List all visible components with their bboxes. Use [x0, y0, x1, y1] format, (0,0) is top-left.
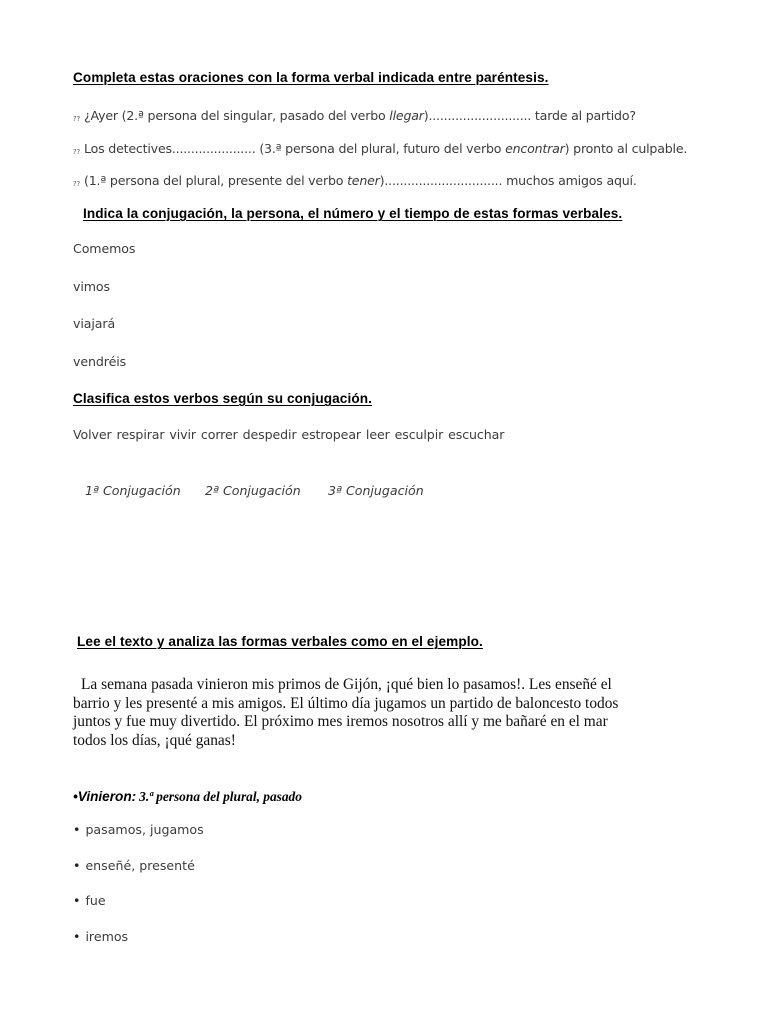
bullet: • — [73, 858, 81, 873]
list-marker: ?? — [73, 180, 81, 188]
bullet: • — [73, 822, 81, 837]
sentence-3-pre: (1.ª persona del plural, presente del verbo — [84, 173, 348, 188]
analysis-item — [73, 858, 195, 873]
bullet: • — [73, 929, 81, 944]
column-header-3: 3ª Conjugación — [328, 483, 424, 498]
sentence-3-verb: tener — [347, 173, 380, 188]
verb-list: Volver respirar vivir correr despedir estropear leer esculpir escuchar — [73, 427, 505, 442]
analysis-item-text: enseñé, presenté — [85, 858, 195, 873]
example-description: 3.ª persona del plural, pasado — [139, 789, 302, 804]
example-term: Vinieron: — [77, 789, 137, 804]
section4-heading: Lee el texto y analiza las formas verbales como en el ejemplo. — [77, 634, 483, 649]
passage-line: barrio y les presenté a mis amigos. El último día jugamos un partido de baloncesto todos — [73, 694, 619, 712]
sentence-1-pre: ¿Ayer (2.ª persona del singular, pasado del verbo — [84, 108, 390, 123]
verb-form-item: vendréis — [73, 354, 127, 369]
passage-line: juntos y fue muy divertido. El próximo mes iremos nosotros allí y me bañaré en el mar — [73, 713, 608, 731]
passage-line: La semana pasada vinieron mis primos de Gijón, ¡qué bien lo pasamos!. Les enseñé el — [81, 676, 612, 693]
analysis-item — [73, 929, 128, 944]
column-header-1: 1ª Conjugación — [85, 483, 181, 498]
sentence-2-pre: Los detectives...................... (3.ª persona del plural, futuro del verbo — [84, 141, 506, 156]
sentence-2-verb: encontrar — [505, 141, 565, 156]
sentence-3 — [73, 173, 637, 188]
verb-form-item: vimos — [73, 279, 110, 294]
sentence-2-post: ) pronto al culpable. — [564, 141, 688, 156]
passage-line: todos los días, ¡qué ganas! — [73, 731, 236, 749]
analysis-item-text: pasamos, jugamos — [85, 822, 204, 837]
analysis-item — [73, 893, 106, 908]
sentence-1-verb: llegar — [389, 108, 424, 123]
list-marker: ?? — [73, 115, 81, 123]
verb-form-item: Comemos — [73, 241, 136, 256]
worked-example — [73, 786, 302, 805]
reading-passage — [73, 676, 673, 750]
column-header-2: 2ª Conjugación — [205, 483, 301, 498]
sentence-3-post: )............................... muchos amigos aquí. — [379, 173, 637, 188]
sentence-1-post: )........................... tarde al partido? — [423, 108, 636, 123]
sentence-1 — [73, 108, 636, 123]
analysis-item-text: iremos — [85, 929, 129, 944]
conjugation-columns — [85, 483, 424, 498]
section3-heading: Clasifica estos verbos según su conjugación. — [73, 391, 373, 406]
bullet: • — [73, 893, 81, 908]
example-bullet: • — [73, 789, 78, 804]
analysis-item — [73, 822, 204, 837]
section1-heading: Completa estas oraciones con la forma verbal indicada entre paréntesis. — [73, 70, 549, 85]
section2-heading: Indica la conjugación, la persona, el número y el tiempo de estas formas verbales. — [83, 206, 623, 221]
analysis-item-text: fue — [85, 893, 106, 908]
list-marker: ?? — [73, 148, 81, 156]
sentence-2 — [73, 141, 687, 156]
verb-form-item: viajará — [73, 316, 116, 331]
